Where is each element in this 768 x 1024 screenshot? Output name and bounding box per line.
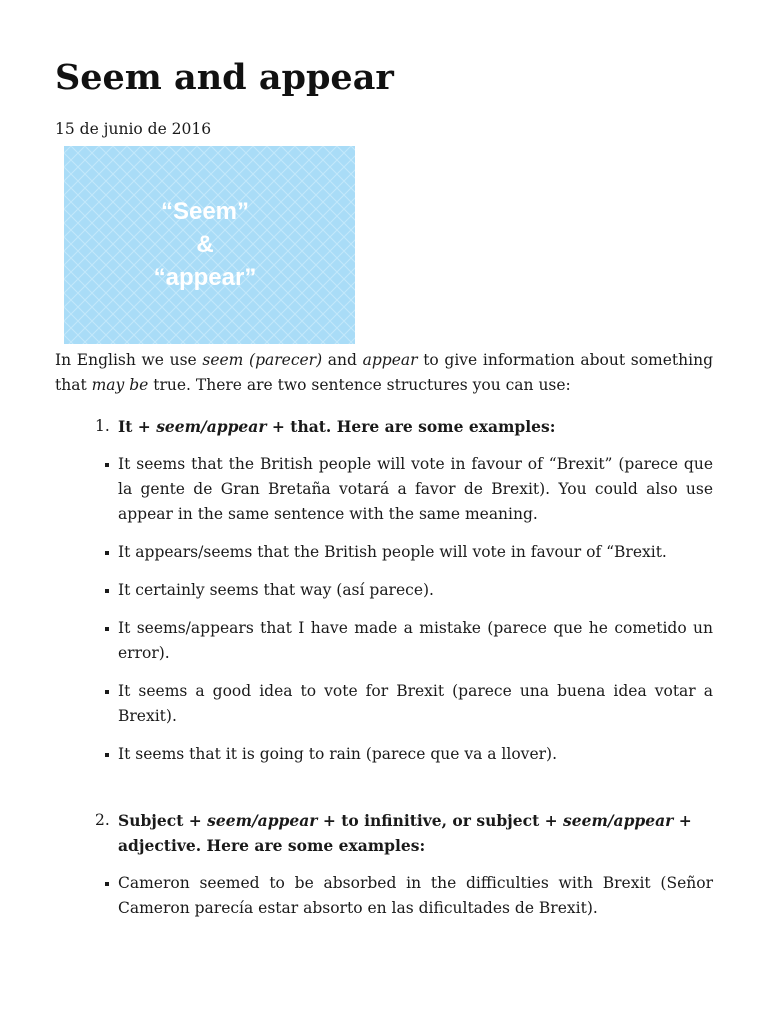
list-number: 1. <box>95 417 110 435</box>
section-2-heading <box>55 808 713 858</box>
bullet-icon <box>105 627 109 631</box>
intro-text: In English we use <box>55 351 203 369</box>
article-body <box>55 348 713 934</box>
heading-text: Subject + <box>118 811 208 830</box>
heading-text: It + <box>118 417 157 436</box>
heading-text: + that. Here are some examples: <box>266 417 556 436</box>
list-item-text: It seems that it is going to rain (parece que va a llover). <box>118 745 557 763</box>
intro-emphasis: seem (parecer) <box>202 351 323 369</box>
list-item <box>55 452 713 527</box>
heading-text: + adjective. Here are some examples: <box>118 811 692 855</box>
article-date: 15 de junio de 2016 <box>55 120 212 138</box>
list-item-text: It seems a good idea to vote for Brexit (parece una buena idea votar a Brexit). <box>118 682 713 725</box>
hero-text-line-3: “appear” <box>153 264 257 291</box>
list-item <box>55 616 713 666</box>
list-number: 2. <box>95 811 110 829</box>
section-1-heading <box>55 414 713 439</box>
section-2-examples <box>55 871 713 921</box>
list-item-text: It certainly seems that way (así parece). <box>118 581 434 599</box>
intro-text: true. There are two sentence structures you can use: <box>148 376 571 394</box>
hero-image-graphic <box>64 146 355 344</box>
hero-text-line-1: “Seem” <box>160 198 250 225</box>
bullet-icon <box>105 463 109 467</box>
bullet-icon <box>105 551 109 555</box>
intro-emphasis: appear <box>362 351 418 369</box>
heading-emphasis: seem/appear <box>207 811 318 830</box>
intro-text: to give information about something that <box>55 351 713 394</box>
hero-image <box>64 146 355 344</box>
list-item-text: It seems/appears that I have made a mistake (parece que he cometido un error). <box>118 619 713 662</box>
list-item <box>55 871 713 921</box>
bullet-icon <box>105 753 109 757</box>
list-item <box>55 578 713 603</box>
article-title: Seem and appear <box>55 57 394 98</box>
section-1-examples <box>55 452 713 767</box>
list-item-text: Cameron seemed to be absorbed in the difficulties with Brexit (Señor Cameron parecía estar absorto en las dificultades de Brexit). <box>118 874 713 917</box>
heading-text: + to infinitive, or subject + <box>317 811 564 830</box>
list-item <box>55 540 713 565</box>
bullet-icon <box>105 882 109 886</box>
list-item <box>55 742 713 767</box>
list-item-text: It seems that the British people will vote in favour of “Brexit” (parece que la gente de Gran Bretaña votará a favor de Brexit). You could also use appear in the same sentence with the same meaning. <box>118 455 713 523</box>
bullet-icon <box>105 589 109 593</box>
list-item <box>55 679 713 729</box>
heading-emphasis: seem/appear <box>156 417 267 436</box>
bullet-icon <box>105 690 109 694</box>
hero-text-line-2: & <box>196 231 214 258</box>
list-item-text: It appears/seems that the British people will vote in favour of “Brexit. <box>118 543 667 561</box>
intro-text: and <box>322 351 363 369</box>
intro-paragraph <box>55 348 713 398</box>
heading-emphasis: seem/appear <box>563 811 674 830</box>
intro-emphasis: may be <box>91 376 149 394</box>
